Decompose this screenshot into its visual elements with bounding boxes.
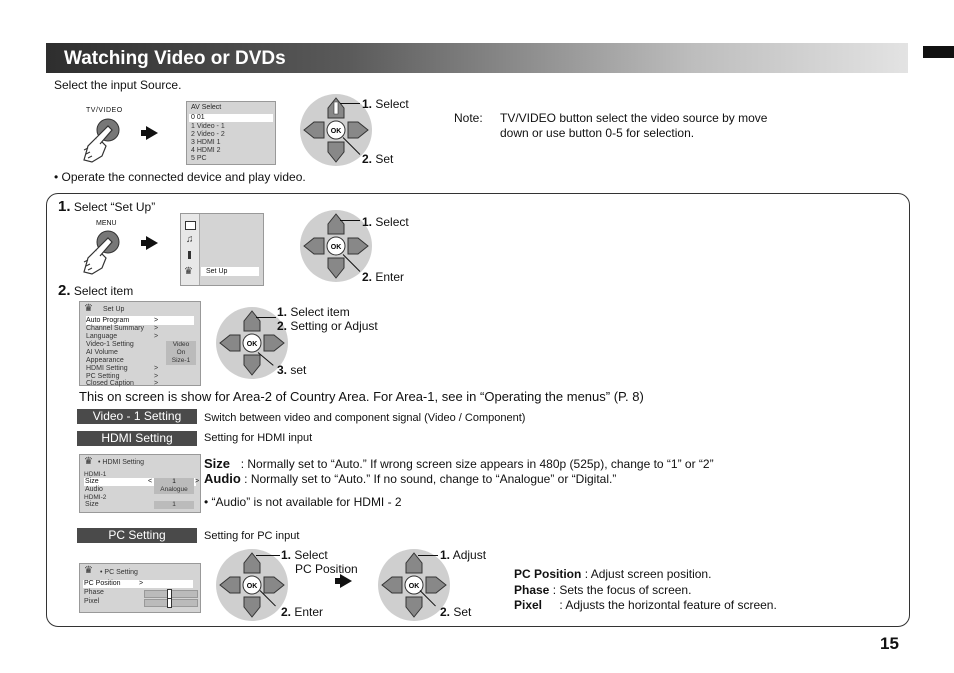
hdmi-menu-title: • HDMI Setting	[98, 459, 145, 466]
av-select-item[interactable]: 5 PC	[191, 155, 207, 162]
hdmi1-audio-row[interactable]: Audio Analogue	[84, 486, 196, 494]
page-number: 15	[880, 634, 899, 653]
video1-setting-label: Video - 1 Setting	[77, 409, 197, 424]
pc-pixel-row[interactable]: Pixel	[84, 598, 196, 606]
pc-setting-label: PC Setting	[77, 528, 197, 543]
audio-hdmi2-note: • “Audio” is not available for HDMI - 2	[204, 495, 402, 509]
setup-menu-item-video1-setting[interactable]: Video-1 Setting Video	[86, 340, 194, 349]
hdmi2-size-row[interactable]: Size 1	[84, 501, 196, 509]
set-callout: 2. Set	[362, 152, 394, 166]
select-item-callout: 1. Select item	[277, 305, 350, 319]
set-callout: 3. set	[277, 363, 307, 377]
hdmi-setting-menu	[79, 454, 201, 513]
setting-adjust-callout: 2. Setting or Adjust	[277, 319, 378, 333]
hdmi1-heading: HDMI-1	[84, 471, 107, 478]
setup-menu-item-hdmi-setting[interactable]: HDMI Setting >	[86, 365, 159, 372]
phase-explanation: Phase : Sets the focus of screen.	[514, 583, 692, 597]
dpad-ok-icon	[214, 547, 290, 628]
callout-line	[418, 555, 438, 556]
set-callout: 2. Set	[440, 605, 472, 619]
video1-setting-desc: Switch between video and component signal (Video / Component)	[204, 412, 526, 424]
note-text-line1: TV/VIDEO button select the video source by move	[500, 111, 768, 125]
av-select-item[interactable]: 1 Video - 1	[191, 123, 225, 130]
svg-text:OK: OK	[246, 583, 258, 590]
hdmi-setting-desc: Setting for HDMI input	[204, 432, 313, 444]
av-select-item[interactable]: 4 HDMI 2	[191, 147, 221, 154]
note-label: Note:	[454, 111, 483, 125]
pc-phase-row[interactable]: Phase	[84, 589, 196, 597]
title-bar	[46, 43, 908, 73]
select-pc-position-callout-line2: PC Position	[295, 562, 358, 576]
step2-heading: 2. Select item	[58, 282, 134, 299]
menu-button-label: MENU	[96, 220, 117, 227]
tvvideo-label: TV/VIDEO	[86, 107, 123, 114]
picture-icon[interactable]	[185, 221, 196, 230]
main-menu	[180, 213, 264, 286]
setup-menu-item-language[interactable]: Language >	[86, 333, 159, 340]
hdmi1-size-row[interactable]: Size < 1 >	[85, 478, 200, 485]
callout-line	[340, 220, 360, 221]
hand-pressing-button-icon	[78, 116, 128, 164]
adjust-callout: 1. Adjust	[440, 548, 487, 562]
pc-position-explanation: PC Position : Adjust screen position.	[514, 567, 712, 581]
setup-menu-title: Set Up	[103, 306, 125, 313]
area-note: This on screen is show for Area-2 of Country Area. For Area-1, see in “Operating the menus” (P. 8)	[79, 389, 644, 404]
input-source-instruction: Select the input Source.	[54, 78, 182, 92]
svg-text:OK: OK	[408, 583, 420, 590]
callout-line	[256, 317, 276, 318]
setup-menu-item-appearance[interactable]: Appearance Size-1	[86, 356, 194, 365]
right-arrow-icon	[146, 236, 158, 250]
setup-menu-item-closed-caption[interactable]: Closed Caption >	[86, 380, 159, 387]
pc-setting-desc: Setting for PC input	[204, 530, 300, 542]
setup-icon: ♛	[84, 456, 93, 467]
setup-menu-item-auto-program[interactable]: Auto Program >	[86, 316, 194, 325]
svg-text:OK: OK	[246, 341, 258, 348]
hdmi2-heading: HDMI-2	[84, 494, 107, 501]
info-icon[interactable]	[188, 251, 191, 259]
select-callout: 1. Select	[362, 215, 409, 229]
setup-menu-item-ai-volume[interactable]: AI Volume On	[86, 348, 194, 357]
hand-pressing-button-icon	[78, 228, 128, 276]
step1-heading: 1. Select “Set Up”	[58, 198, 156, 215]
right-arrow-icon	[146, 126, 158, 140]
select-callout: 1. Select	[362, 97, 409, 111]
select-pc-position-callout: 1. Select	[281, 548, 328, 562]
av-select-item[interactable]: 2 Video - 2	[191, 131, 225, 138]
setup-icon[interactable]: ♛	[184, 266, 193, 277]
pixel-explanation: Pixel : Adjusts the horizontal feature of screen.	[514, 598, 777, 612]
svg-text:OK: OK	[330, 128, 342, 135]
callout-line	[256, 555, 280, 556]
av-select-menu	[186, 101, 276, 165]
audio-explanation: Audio : Normally set to “Auto.” If no sound, change to “Analogue” or “Digital.”	[204, 471, 617, 486]
av-select-title: AV Select	[191, 104, 222, 111]
note-text-line2: down or use button 0-5 for selection.	[500, 126, 695, 140]
setup-icon: ♛	[84, 565, 93, 576]
pc-position-row[interactable]: PC Position >	[83, 580, 193, 588]
enter-callout: 2. Enter	[281, 605, 324, 619]
music-note-icon[interactable]: ♫	[186, 234, 194, 245]
setup-menu	[79, 301, 201, 386]
pixel-slider-handle[interactable]	[167, 598, 172, 608]
svg-text:OK: OK	[330, 244, 342, 251]
av-select-item[interactable]: 3 HDMI 1	[191, 139, 221, 146]
pc-setting-menu	[79, 563, 201, 613]
page-title: Watching Video or DVDs	[64, 48, 286, 69]
side-tab-marker	[923, 46, 954, 58]
hdmi-setting-label: HDMI Setting	[77, 431, 197, 446]
menu-item-setup[interactable]: Set Up	[201, 267, 259, 276]
pc-menu-title: • PC Setting	[100, 569, 138, 576]
setup-menu-item-channel-summary[interactable]: Channel Summary >	[86, 325, 159, 332]
av-select-item[interactable]: 0 01	[189, 114, 273, 122]
callout-line	[340, 103, 360, 104]
setup-menu-item-pc-setting[interactable]: PC Setting >	[86, 373, 159, 380]
size-explanation: Size : Normally set to “Auto.” If wrong screen size appears in 480p (525p), change to “1” or “2”	[204, 456, 714, 471]
enter-callout: 2. Enter	[362, 270, 405, 284]
right-arrow-icon	[340, 574, 352, 588]
setup-icon: ♛	[84, 303, 93, 314]
operate-device-note: • Operate the connected device and play video.	[54, 170, 306, 184]
